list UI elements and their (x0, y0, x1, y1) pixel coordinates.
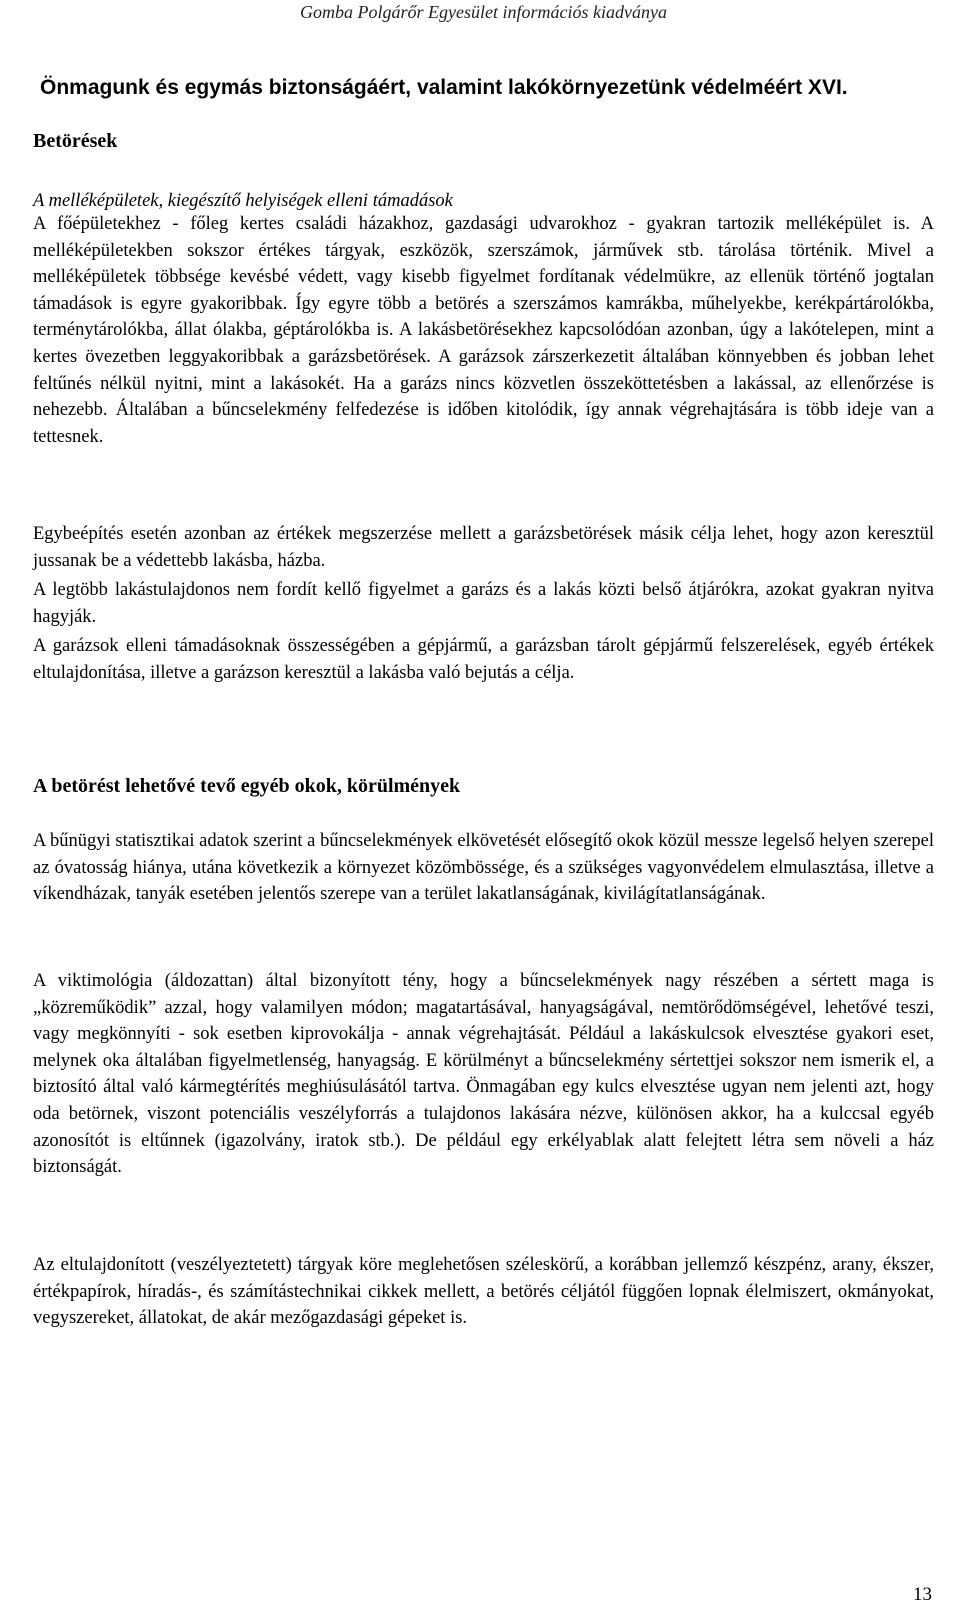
paragraph-victimology: A viktimológia (áldozattan) által bizonyított tény, hogy a bűncselekmények nagy részében a sértett maga is „közreműködik” azzal, hogy valamilyen módon; magatartásával, hanyagságával, nemtörődömségével, lehetővé teszi, vagy megkönnyíti - sok esetben kiprovokálja - annak végrehajtását. Például a lakáskulcsok elvesztése gyakori eset, melynek oka általában figyelmetlenség, hanyagság. E körülményt a bűncselekmény sértettjei sokszor nem ismerik el, a biztosító által való kármegtérítés meghiúsulásától tartva. Önmagában egy kulcs elvesztése ugyan nem jelenti azt, hogy oda betörnek, viszont potenciális veszélyforrás a tulajdonos lakására nézve, különösen akkor, ha a kulccsal egyéb azonosítót is eltűnnek (igazolvány, iratok stb.). De például egy erkélyablak alatt felejtett létra sem növeli a ház biztonságát. (33, 971, 934, 1178)
section-heading-burglaries: Betörések (33, 130, 118, 152)
paragraph-garage-attacks: A garázsok elleni támadásoknak összességében a gépjármű, a garázsban tárolt gépjármű felszerelések, egyéb értékek eltulajdonítása, illetve a garázson keresztül a lakásba való bejutás a célja. (33, 636, 934, 683)
paragraph-internal-doors: A legtöbb lakástulajdonos nem fordít kellő figyelmet a garázs és a lakás közti belső átjárókra, azokat gyakran nyitva hagyják. (33, 580, 934, 627)
article-title: Önmagunk és egymás biztonságáért, valamint lakókörnyezetünk védelméért XVI. (40, 76, 848, 99)
subheading-outbuildings: A melléképületek, kiegészítő helyiségek elleni támadások (33, 191, 453, 211)
paragraph-outbuildings: A főépületekhez - főleg kertes családi házakhoz, gazdasági udvarokhoz - gyakran tartozik melléképület is. A melléképületekben sokszor értékes tárgyak, eszközök, szerszámok, járművek stb. tárolása történik. Mivel a melléképületek többsége kevésbé védett, vagy kisebb figyelmet fordítanak védelmükre, az ellenük történő jogtalan támadások is egyre gyakoribbak. Így egyre több a betörés a szerszámos kamrákba, műhelyekbe, kerékpártárolókba, terménytárolókba, állat ólakba, géptárolókba is. A lakásbetörésekhez kapcsolódóan azonban, úgy a lakótelepen, mint a kertes övezetben leggyakoribbak a garázsbetörések. A garázsok zárszerkezetit általában könnyebben és jobban lehet feltűnés nélkül nyitni, mint a lakásokét. Ha a garázs nincs közvetlen összeköttetésben a lakással, az ellenőrzése is nehezebb. Általában a bűncselekmény felfedezése is időben kitolódik, így annak végrehajtására is több ideje van a tettesnek. (33, 214, 934, 447)
paragraph-combined-buildings: Egybeépítés esetén azonban az értékek megszerzése mellett a garázsbetörések másik célja lehet, hogy azon keresztül jussanak be a védettebb lakásba, házba. (33, 524, 934, 571)
section-heading-other-causes: A betörést lehetővé tevő egyéb okok, körülmények (33, 775, 461, 797)
paragraph-stolen-items: Az eltulajdonított (veszélyeztetett) tárgyak köre meglehetősen széleskörű, a korábban jellemző készpénz, arany, ékszer, értékpapírok, híradás-, és számítástechnikai cikkek mellett, a betörés céljától függően lopnak élelmiszert, okmányokat, vegyszereket, állatokat, de akár mezőgazdasági gépeket is. (33, 1255, 934, 1329)
page-number: 13 (913, 1584, 932, 1605)
paragraph-statistics: A bűnügyi statisztikai adatok szerint a bűncselekmények elkövetését elősegítő okok közül messze legelső helyen szerepel az óvatosság hiánya, utána következik a környezet közömbössége, és a szükséges vagyonvédelem elmulasztása, illetve a víkendházak, tanyák esetében jelentős szerepe van a terület lakatlanságának, kivilágítatlanságának. (33, 831, 934, 905)
running-header: Gomba Polgárőr Egyesület információs kiadványa (300, 2, 667, 22)
